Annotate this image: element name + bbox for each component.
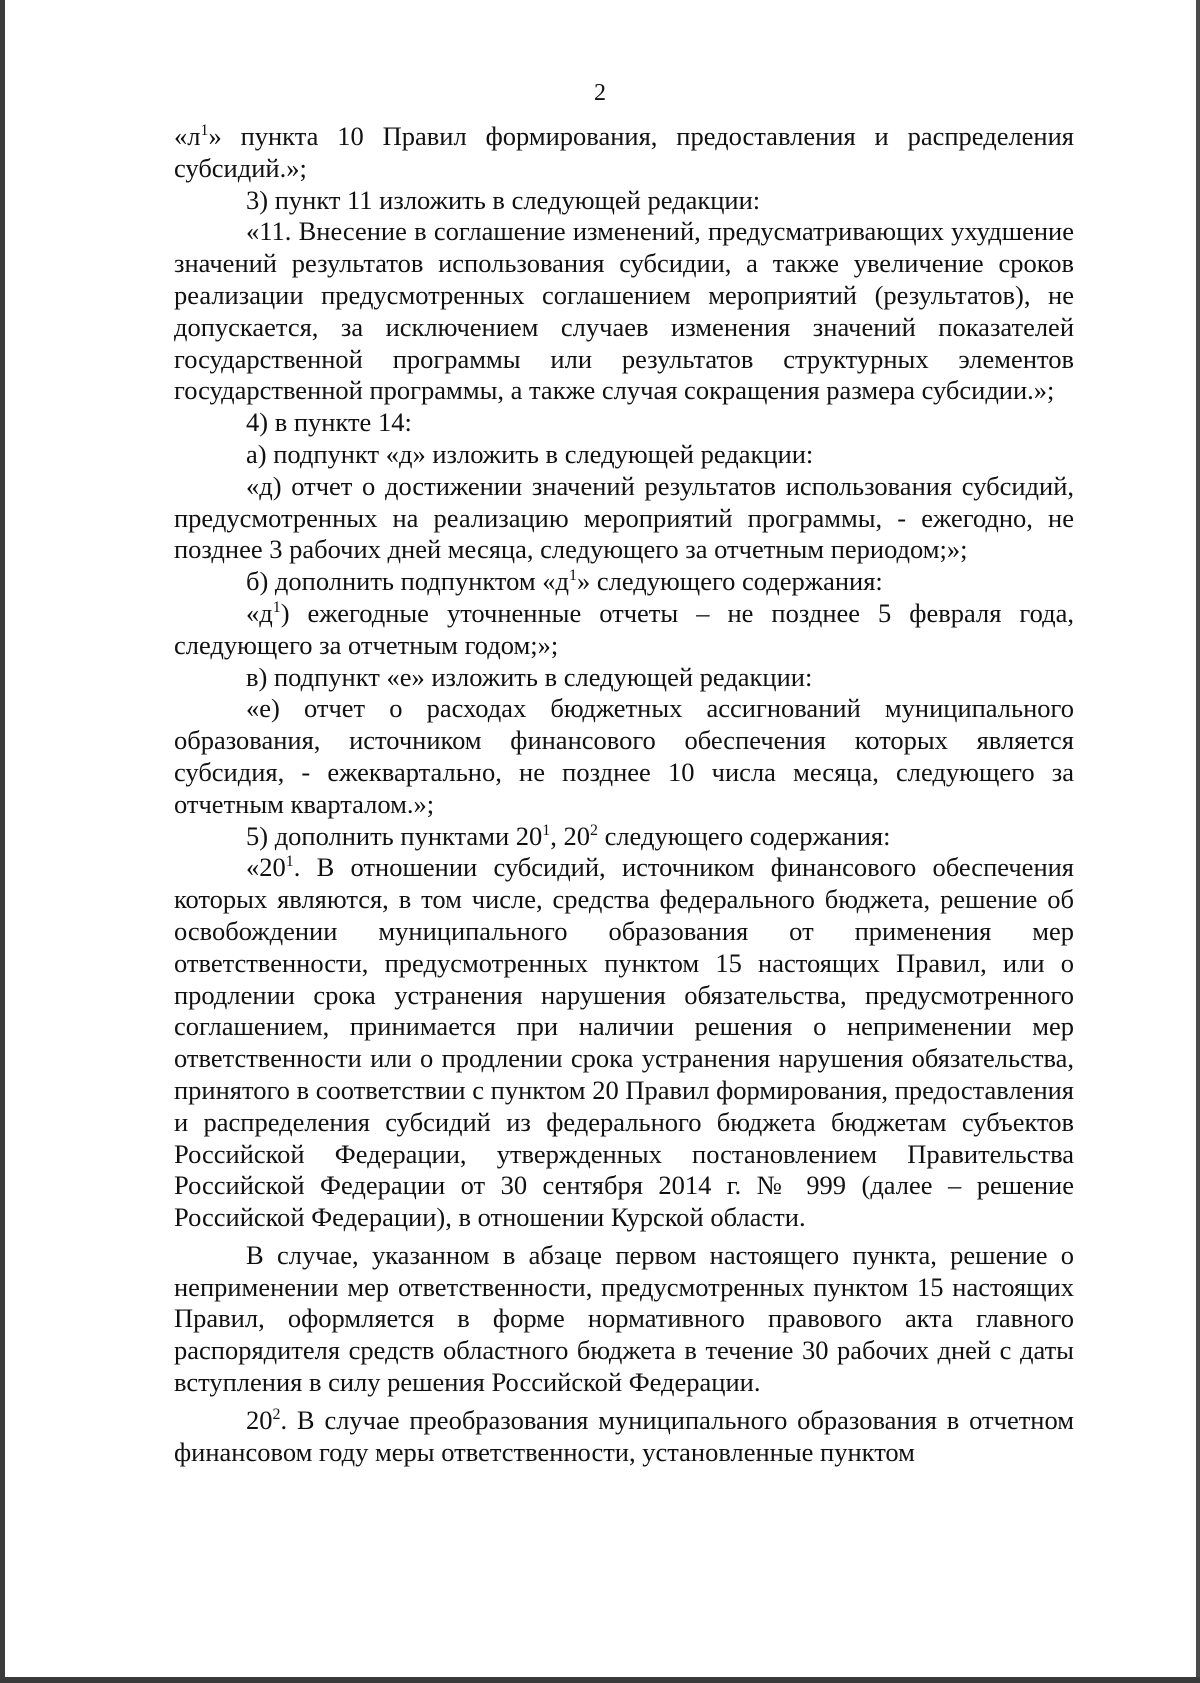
paragraph-text: В случае, указанном в абзаце первом настоящего пункта, решение о неприменении мер ответственности, предусмотренных пунктом 15 настоящих Правил, оформляется в форме нормативного правового акта главного распорядителя средств областного бюджета в течение 30 рабочих дней с даты вступления в силу решения Российской Федерации. (174, 1239, 1074, 1398)
paragraph-text: «11. Внесение в соглашение изменений, предусматривающих ухудшение значений результатов использования субсидии, а также увеличение сроков реализации предусмотренных соглашением мероприятий (результатов), не допускается, за исключением случаев изменения значений показателей государственной программы или результатов структурных элементов государственной программы, а также случая сокращения размера субсидии.»; (174, 216, 1074, 406)
paragraph-text: а) подпункт «д» изложить в следующей редакции: (246, 438, 814, 469)
paragraph (174, 598, 1074, 662)
paragraph-text: б) дополнить подпунктом «д (246, 566, 570, 597)
paragraph-text: » следующего содержания: (576, 566, 883, 597)
paragraph-text: 20 (246, 1404, 273, 1435)
scan-edge-bottom (0, 1677, 1200, 1683)
superscript: 1 (200, 122, 209, 140)
paragraph (174, 439, 1074, 471)
superscript: 1 (569, 567, 577, 585)
paragraph-text: ) ежегодные уточненные отчеты – не позднее 5 февраля года, следующего за отчетным годом;»; (174, 597, 1074, 660)
paragraph-text: в) подпункт «е» изложить в следующей редакции: (246, 661, 813, 692)
paragraph (174, 407, 1074, 439)
paragraph-text: «л (174, 121, 201, 151)
paragraph (174, 662, 1074, 694)
superscript: 1 (542, 821, 551, 839)
paragraph-text: , 20 (550, 820, 590, 851)
paragraph (174, 121, 1074, 185)
superscript: 1 (285, 853, 294, 871)
paragraph-text: . В случае преобразования муниципального образования в отчетном финансовом году меры ответственности, установленные пунктом (174, 1404, 1074, 1467)
paragraph-text: «д) отчет о достижении значений результатов использования субсидий, предусмотренных на реализацию мероприятий программы, - ежегодно, не позднее 3 рабочих дней месяца, следующего за отчетным периодом;»; (174, 470, 1074, 565)
scan-edge-right (1196, 0, 1200, 1683)
superscript: 1 (272, 599, 281, 617)
paragraph (174, 693, 1074, 820)
paragraph-text: 5) дополнить пунктами 20 (246, 820, 543, 851)
paragraph (174, 471, 1074, 566)
paragraph-text: «е) отчет о расходах бюджетных ассигнований муниципального образования, источником финансового обеспечения которых является субсидия, - ежеквартально, не позднее 10 числа месяца, следующего за отчетным кварталом.»; (174, 693, 1074, 819)
paragraph-text: следующего содержания: (597, 820, 891, 851)
paragraph-text: «д (246, 597, 273, 628)
paragraph-text: 4) в пункте 14: (246, 407, 412, 438)
paragraph (174, 852, 1074, 1234)
superscript: 2 (589, 821, 598, 839)
paragraph (174, 216, 1074, 407)
paragraph (174, 185, 1074, 217)
page-number: 2 (594, 80, 606, 106)
paragraph-text: 3) пункт 11 изложить в следующей редакции: (246, 184, 761, 215)
paragraph (174, 566, 1074, 598)
paragraph (174, 1405, 1074, 1469)
paragraph (174, 1240, 1074, 1399)
paragraph (174, 821, 1074, 853)
document-body (174, 121, 1074, 1468)
paragraph-text: » пункта 10 Правил формирования, предоставления и распределения субсидий.»; (174, 121, 1074, 183)
paragraph-text: . В отношении субсидий, источником финансового обеспечения которых являются, в том числе, средства федерального бюджета, решение об освобождении муниципального образования от применения мер ответственности, предусмотренных пунктом 15 настоящих Правил, или о продлении срока устранения нарушения обязательства, предусмотренного соглашением, принимается при наличии решения о неприменении мер ответственности или о продлении срока устранения нарушения обязательства, принятого в соответствии с пунктом 20 Правил формирования, предоставления и распределения субсидий из федерального бюджета бюджетам субъектов Российской Федерации, утвержденных постановлением Правительства Российской Федерации от 30 сентября 2014 г. № 999 (далее – решение Российской Федерации), в отношении Курской области. (174, 852, 1074, 1233)
paragraph-text: «20 (246, 852, 286, 883)
superscript: 2 (272, 1406, 281, 1424)
scan-edge-left (0, 0, 5, 1683)
